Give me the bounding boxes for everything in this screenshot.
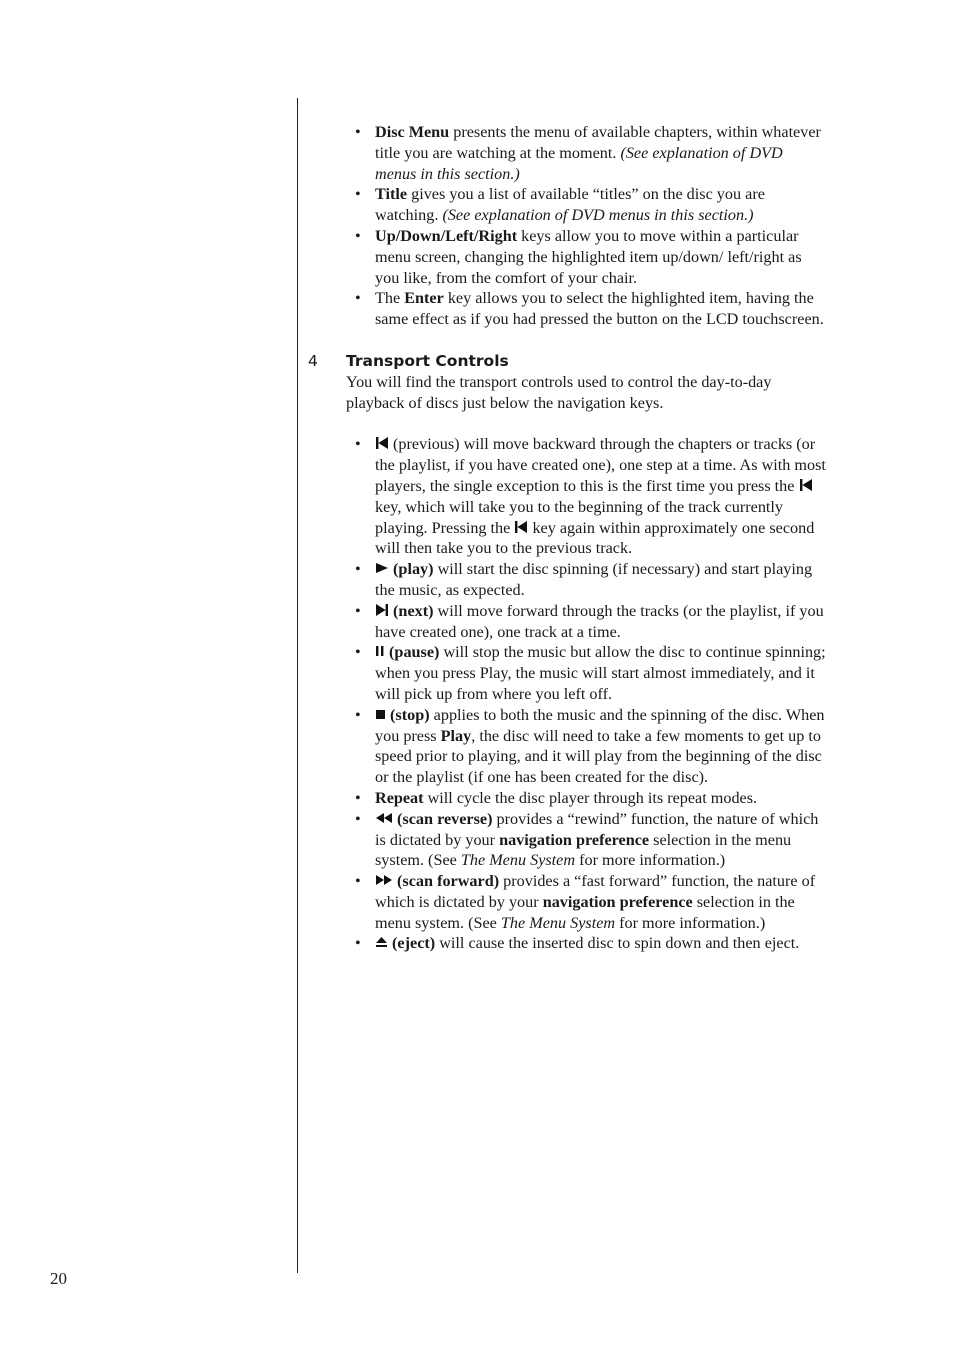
transport-controls-section xyxy=(306,350,826,414)
list-item: • Title gives you a list of available “titles” on the disc you are watching. (See explanation of DVD menus in this section.) xyxy=(306,184,826,226)
list-item: • (play) will start the disc spinning (if necessary) and start playing the music, as expected. xyxy=(306,559,826,601)
previous-icon xyxy=(514,520,528,534)
fast-forward-icon xyxy=(375,873,393,887)
margin-rule xyxy=(297,98,298,1273)
eject-icon xyxy=(375,935,388,949)
play-icon xyxy=(375,561,389,575)
list-item: • (previous) will move backward through the chapters or tracks (or the playlist, if you have created one), one step at a time. As with most players, the single exception to this is the first time you press the key, which will take you to the beginning of the track currently playing. Pressing the key again within approximately one second will then take you to the previous track. xyxy=(306,434,826,559)
transport-list xyxy=(306,434,826,954)
section-intro: You will find the transport controls used to control the day-to-day playback of discs just below the navigation keys. xyxy=(346,372,772,412)
pause-icon xyxy=(375,644,385,658)
rewind-icon xyxy=(375,811,393,825)
list-item: • Disc Menu presents the menu of available chapters, within whatever title you are watching at the moment. (See explanation of DVD menus in this section.) xyxy=(306,122,826,184)
menu-key-list xyxy=(306,122,826,330)
list-item: • (stop) applies to both the music and the spinning of the disc. When you press Play, the disc will need to take a few moments to get up to speed prior to playing, and it will play from the beginning of the disc or the playlist (if one has been created for the disc). xyxy=(306,705,826,788)
list-item: • Up/Down/Left/Right keys allow you to move within a particular menu screen, changing the highlighted item up/down/ left/right as you like, from the comfort of your chair. xyxy=(306,226,826,288)
list-item: • (next) will move forward through the tracks (or the playlist, if you have created one), one track at a time. xyxy=(306,601,826,643)
list-item: • (eject) will cause the inserted disc to spin down and then eject. xyxy=(306,933,826,954)
next-icon xyxy=(375,603,389,617)
section-number: 4 xyxy=(308,351,318,370)
list-item: • (scan reverse) provides a “rewind” function, the nature of which is dictated by your navigation preference selection in the menu system. (See The Menu System for more information.) xyxy=(306,809,826,871)
previous-icon xyxy=(375,436,389,450)
section-title: Transport Controls xyxy=(346,351,509,370)
previous-icon xyxy=(799,478,813,492)
page-number: 20 xyxy=(50,1269,67,1288)
list-item: • (scan forward) provides a “fast forward” function, the nature of which is dictated by your navigation preference selection in the menu system. (See The Menu System for more information.) xyxy=(306,871,826,933)
content-column xyxy=(306,122,826,954)
list-item: • Repeat will cycle the disc player through its repeat modes. xyxy=(306,788,826,809)
list-item: • (pause) will stop the music but allow the disc to continue spinning; when you press Play, the music will start almost immediately, and it will pick up from where you left off. xyxy=(306,642,826,704)
list-item: • The Enter key allows you to select the highlighted item, having the same effect as if you had pressed the button on the LCD touchscreen. xyxy=(306,288,826,330)
stop-icon xyxy=(375,707,386,721)
